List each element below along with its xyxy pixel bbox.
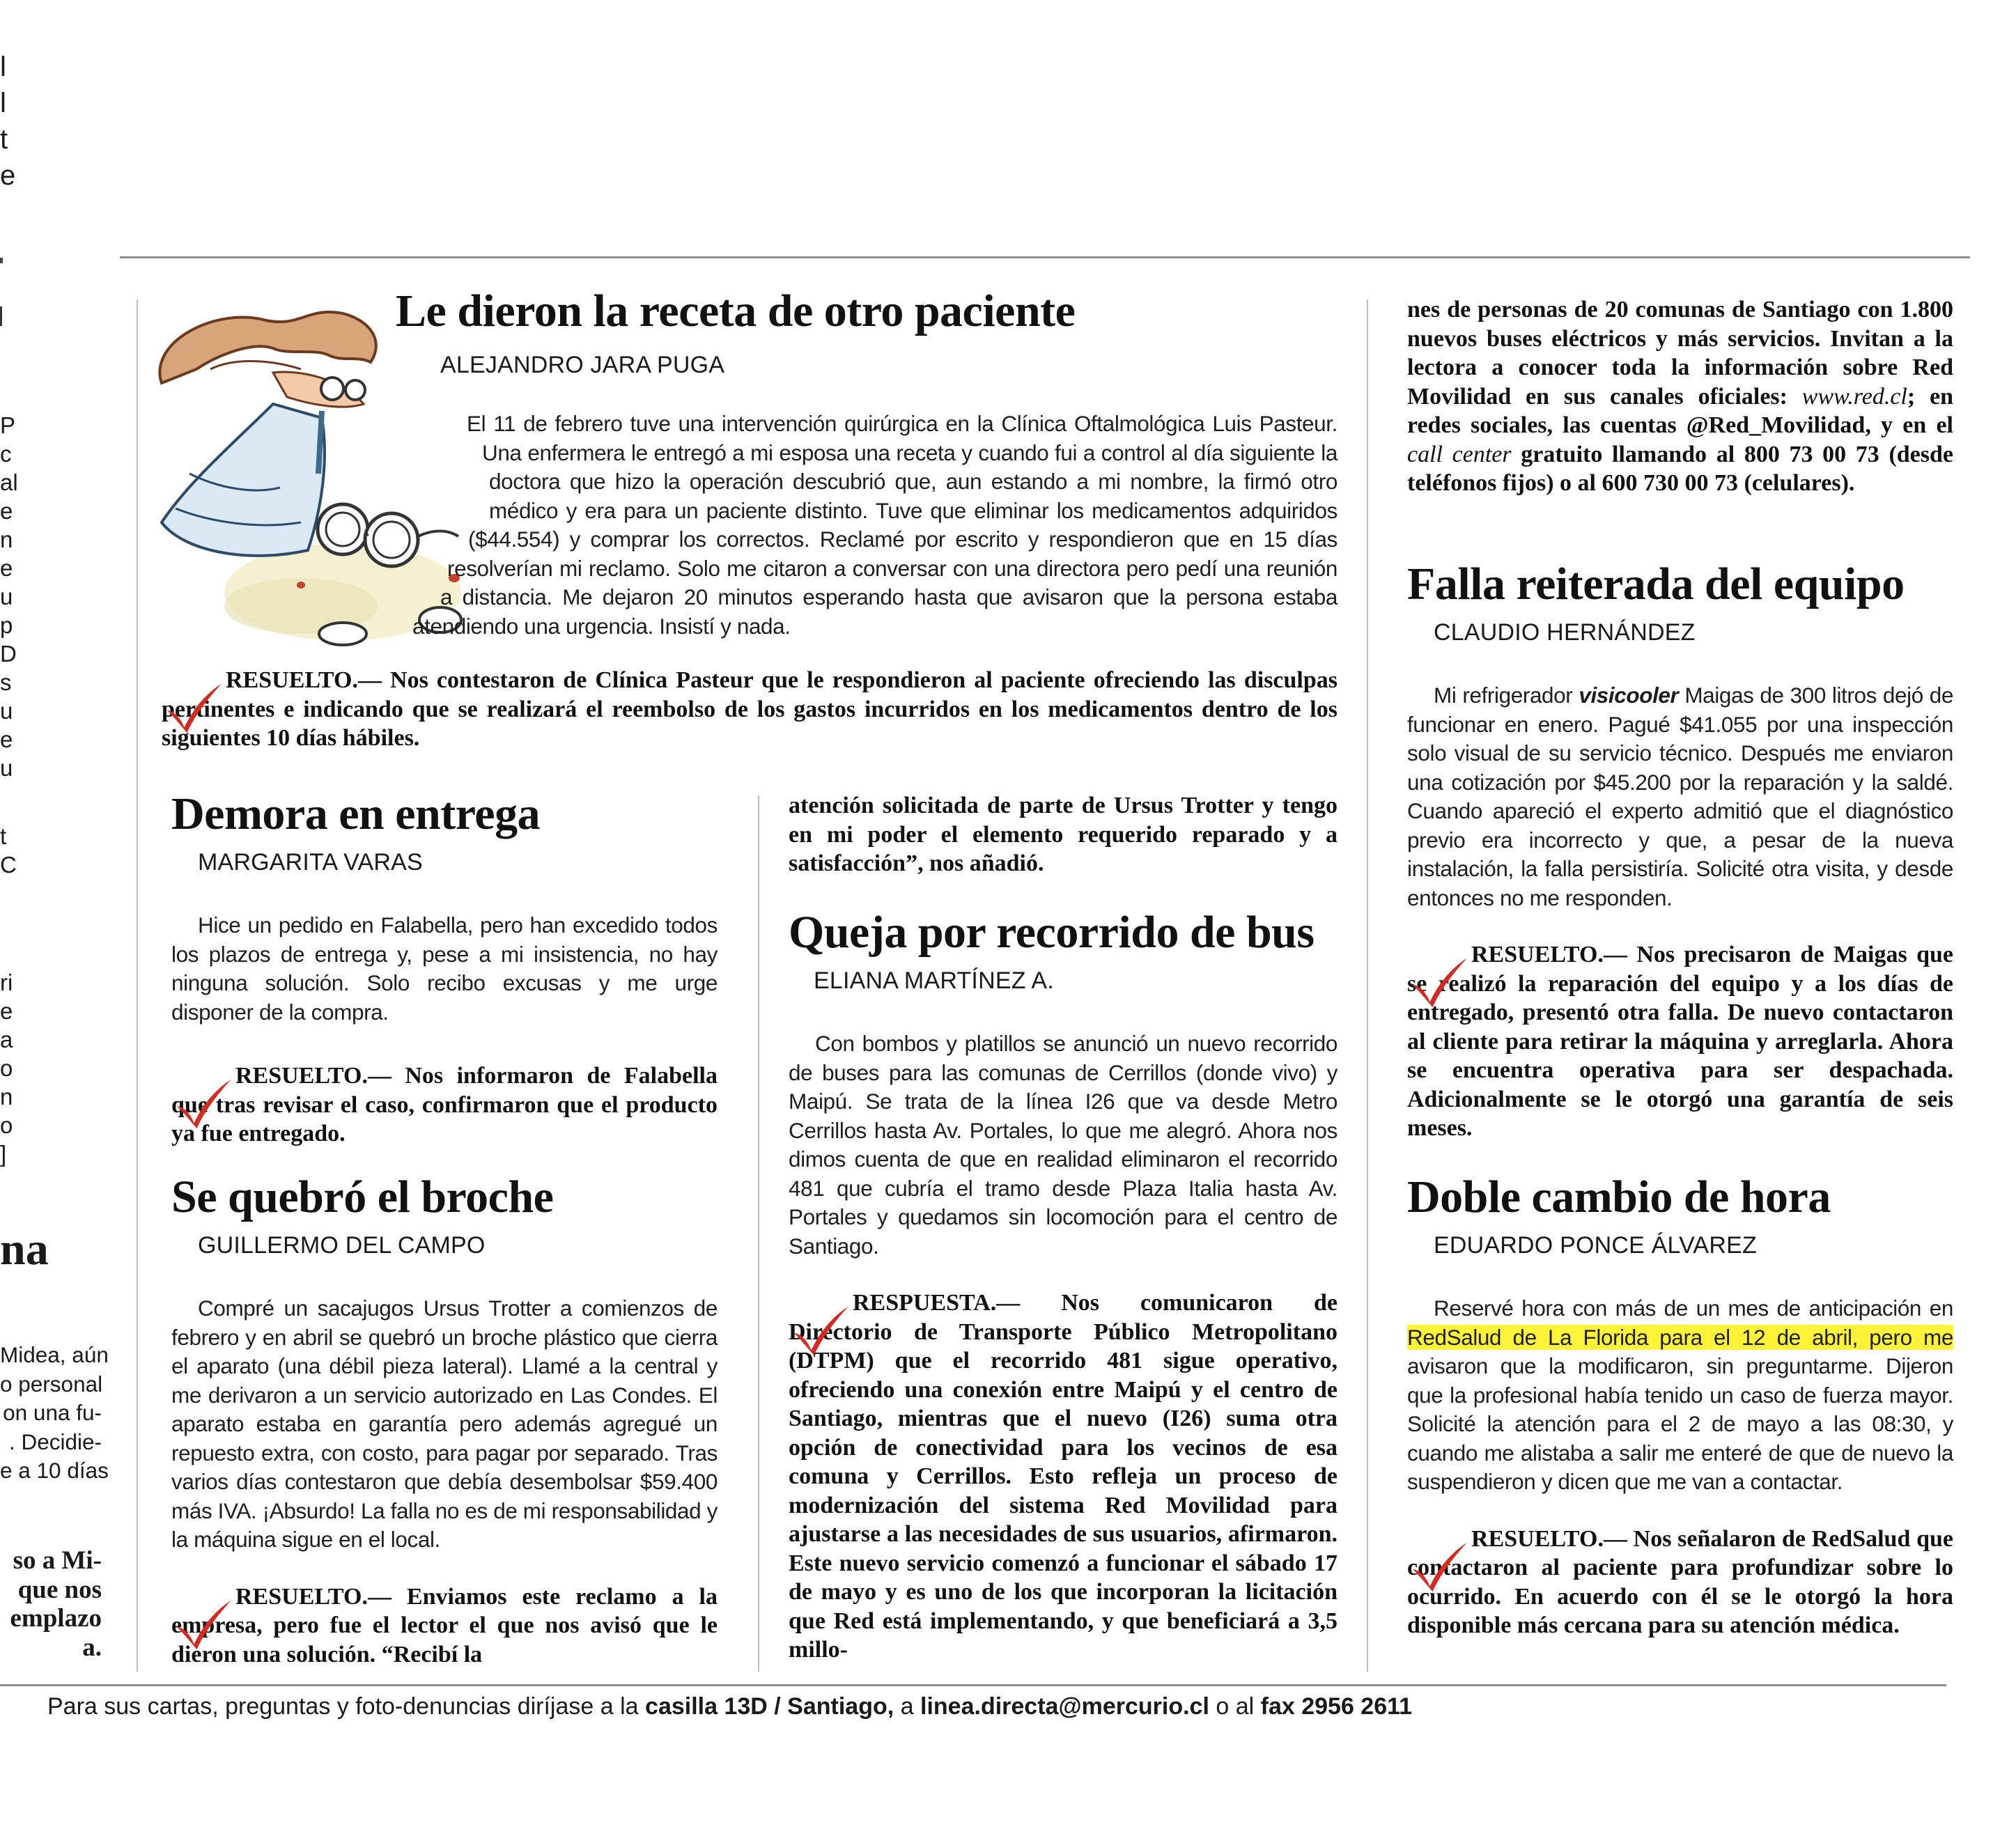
edge-line: e: [0, 160, 16, 191]
illustration-wrap-spacer: [162, 570, 440, 599]
article-author: ELIANA MARTÍNEZ A.: [814, 967, 1054, 994]
edge-line: e: [0, 726, 13, 752]
column-rule-middle: [758, 795, 759, 1672]
edge-line: s: [0, 669, 12, 695]
edge-line: emplazo: [10, 1604, 102, 1633]
article-author: MARGARITA VARAS: [198, 849, 423, 876]
edge-fragment-block2: [0, 822, 17, 879]
edge-fragment-mark: [0, 306, 10, 326]
edge-fragment-block4: [0, 1341, 109, 1486]
response-block: [171, 1061, 718, 1149]
edge-headline-fragment: na: [0, 1224, 49, 1275]
edge-fragment-top: [0, 49, 16, 194]
footer-text: Para sus cartas, preguntas y foto-denuncias diríjase a la: [47, 1693, 639, 1720]
response-lead: RESPUESTA.—: [853, 1290, 1021, 1316]
illustration-wrap-spacer: [162, 410, 440, 423]
article-bus-continued: [1407, 295, 1953, 498]
edge-line: P: [0, 412, 16, 438]
response-lead: RESUELTO.—: [1471, 942, 1627, 967]
footer-email-link[interactable]: linea.directa@mercurio.cl: [920, 1693, 1209, 1720]
edge-line: ]: [0, 1141, 7, 1167]
response-continued: atención solicitada de parte de Ursus Trotter y tengo en mi poder el elemento requerido reparado y a satisfacción”, nos añadió.: [789, 793, 1337, 876]
article-body-text: Con bombos y platillos se anunció un nuevo recorrido de buses para las comunas de Cerrillos (donde vivo) y Maipú. Se trata de la línea I26 que va desde Metro Cerrillos hasta Av. Portales, lo que me alegró. Ahora nos dimos cuenta de que en realidad eliminaron el recorrido 481 que cubría el tramo desde Plaza Italia hasta Av. Portales y quedamos sin locomoción para el centro de Santiago.: [789, 1031, 1337, 1259]
edge-fragment-block5: [0, 1546, 102, 1662]
body-text: Reservé hora con más de un mes de anticipación en: [1434, 1296, 1953, 1321]
edge-line: u: [0, 698, 13, 724]
edge-rule-fragment: [0, 258, 3, 263]
url-link[interactable]: www.red.cl: [1801, 383, 1907, 410]
response-text: [171, 1582, 718, 1670]
edge-line: ri: [0, 970, 13, 995]
edge-fragment-block3: [0, 968, 13, 1168]
response-body: Nos informaron de Falabella que tras revisar el caso, confirmaron que el producto ya fue entregado.: [171, 1063, 718, 1146]
edge-line: n: [0, 1084, 13, 1110]
article-body-text: Hice un pedido en Falabella, pero han excedido todos los plazos de entrega y, pese a mi insistencia, no hay ninguna solución. Solo recibo excusas y me urge disponer de la compra.: [171, 912, 718, 1025]
response-lead: RESUELTO.—: [1471, 1525, 1627, 1552]
footer-casilla: casilla 13D / Santiago,: [645, 1693, 894, 1720]
edge-line: al: [0, 469, 18, 495]
article-demora: [171, 787, 718, 1149]
response-lead: RESUELTO.—: [235, 1583, 391, 1610]
footer-text: o al: [1216, 1693, 1255, 1720]
response-block: [162, 666, 1337, 753]
body-italic: visicooler: [1579, 683, 1679, 708]
edge-line: a.: [82, 1633, 102, 1662]
footer-contact: [47, 1686, 1412, 1727]
illustration-wrap-spacer: [162, 511, 468, 540]
edge-line: n: [0, 527, 13, 552]
illustration-wrap-spacer: [162, 482, 489, 511]
response-body: Nos comunicaron de Directorio de Transporte Público Metropolitano (DTPM) que el recorrido 481 sigue operativo, ofreciendo una conexión entre Maipú y el centro de Santiago, mientras que el nuevo (I26) suma otra opción de conectividad para los vecinos de esa comuna y Cerrillos. Esto refleja un proceso de modernización del sistema Red Movilidad para ajustarse a las necesidades de sus usuarios, afirmaron. Este nuevo servicio comenzó a funcionar el sábado 17 de mayo y es uno de los que incorporan la licitación que Red está implementando, y que beneficiará a 3,5 millo-: [789, 1290, 1337, 1663]
response-lead: RESUELTO.—: [235, 1063, 391, 1089]
edge-line: e: [0, 555, 13, 581]
body-text: Maigas de 300 litros dejó de funcionar en enero. Pagué $41.055 por una inspección solo visual de su servicio técnico. Después me enviaron una cotización por $45.200 por la reparación y la saldé. Cuando apareció el experto admitió que el diagnóstico previo era incorrecto y que, a pesar de la nueva instalación, la falla persistiría. Solicité otra visita, y desde entonces no me responden.: [1407, 683, 1954, 910]
article-broche-continued: [789, 791, 1337, 878]
check-mark-icon: [789, 1304, 851, 1357]
edge-line: e: [0, 998, 13, 1024]
response-body: Nos señalaron de RedSalud que contactaron al paciente para profundizar sobre lo ocurrido. En acuerdo con él se le otorgó la hora disponible más cercana para su atención médica.: [1407, 1525, 1953, 1638]
article-author: EDUARDO PONCE ÁLVAREZ: [1434, 1232, 1757, 1259]
edge-line: p: [0, 612, 13, 638]
response-block: [789, 1289, 1337, 1665]
article-bus: [789, 905, 1337, 1665]
article-author: GUILLERMO DEL CAMPO: [198, 1232, 486, 1259]
edge-line: o: [0, 1055, 13, 1081]
article-headline: Demora en entrega: [171, 788, 541, 839]
illustration-wrap-spacer: [162, 540, 447, 570]
footer-fax: fax 2956 2611: [1260, 1693, 1413, 1720]
check-mark-icon: [1407, 956, 1470, 1009]
article-falla: [1407, 557, 1953, 1143]
article-headline: Le dieron la receta de otro paciente: [396, 286, 1076, 336]
article-headline: Falla reiterada del equipo: [1407, 559, 1905, 609]
article-headline: Queja por recorrido de bus: [789, 907, 1315, 958]
check-mark-icon: [162, 681, 224, 734]
edge-line: u: [0, 755, 13, 781]
article-body-text: [1407, 1294, 1953, 1497]
response-text: [162, 666, 1337, 753]
edge-line: . Decidie-: [8, 1429, 102, 1454]
continued-text: ; en redes sociales, las cuentas @Red_Movilidad, y en el: [1407, 383, 1953, 438]
edge-line: e a 10 días: [0, 1458, 109, 1483]
illustration-wrap-spacer: [162, 423, 426, 453]
check-mark-icon: [171, 1077, 234, 1130]
edge-line: o personal: [0, 1371, 103, 1397]
call-center-text: call center: [1407, 441, 1512, 467]
response-text: [1407, 1525, 1953, 1640]
article-author: CLAUDIO HERNÁNDEZ: [1434, 619, 1696, 646]
article-headline: Doble cambio de hora: [1407, 1172, 1831, 1222]
illustration-wrap-spacer: [162, 599, 412, 628]
article-broche: [171, 1170, 718, 1669]
edge-line: so a Mi-: [13, 1546, 102, 1575]
edge-line: t: [0, 124, 8, 155]
edge-line: D: [0, 641, 17, 667]
response-body: Enviamos este reclamo a la empresa, pero fue el lector el que nos avisó que le dieron una solución. “Recibí la: [171, 1583, 718, 1667]
edge-line: c: [0, 441, 12, 467]
check-mark-icon: [171, 1598, 234, 1651]
article-headline: Se quebró el broche: [171, 1172, 554, 1222]
edge-line: a: [0, 1027, 13, 1052]
body-text: Mi refrigerador: [1434, 683, 1573, 708]
top-rule: [120, 256, 1970, 258]
response-body: Nos contestaron de Clínica Pasteur que le respondieron al paciente ofreciendo las disculpas pertinentes e indicando que se realizará el reembolso de los gastos incurridos en los medicamentos dentro de los siguientes 10 días hábiles.: [162, 667, 1338, 751]
response-text: [171, 1061, 718, 1149]
article-body-text: El 11 de febrero tuve una intervención quirúrgica en la Clínica Oftalmológica Luis Pasteur. Una enfermera le entregó a mi esposa una receta y cuando fui a control al día siguiente la doctora que hizo la operación descubrió que, aun estando a mi nombre, la firmó otro médico y era para un paciente distinto. Tuve que eliminar los medicamentos adquiridos ($44.554) y comprar los correctos. Reclamé por escrito y respondieron que en 15 días resolverían mi reclamo. Solo me citaron a conversar con una directora pero pedí una reunión a distancia. Me dejaron 20 minutos esperando hasta que avisaron que la persona estaba atendiendo una urgencia. Insistí y nada.: [412, 411, 1337, 639]
edge-line: l: [0, 88, 6, 118]
illustration-wrap-spacer: [162, 453, 482, 482]
article-author: ALEJANDRO JARA PUGA: [440, 352, 725, 378]
column-rule-right: [1367, 299, 1368, 1672]
edge-line: Midea, aún: [0, 1342, 109, 1367]
response-continued: [1407, 295, 1953, 498]
edge-line: l: [0, 52, 6, 82]
response-body: Nos precisaron de Maigas que se realizó la reparación del equipo y a los días de entregado, presentó otra falla. De nuevo contactaron al cliente para retirar la máquina y arreglarla. Ahora se encuentra operativa para ser despachada. Adicionalmente se le otorgó una garantía de seis meses.: [1407, 942, 1953, 1141]
response-text: [789, 1289, 1337, 1665]
response-block: [171, 1582, 718, 1670]
response-lead: RESUELTO.—: [226, 667, 382, 693]
edge-line: u: [0, 584, 13, 609]
article-hora: [1407, 1170, 1953, 1640]
edge-line: t: [0, 823, 7, 849]
response-block: [1407, 940, 1953, 1143]
edge-line: on una fu-: [3, 1400, 102, 1425]
edge-line: C: [0, 852, 17, 878]
article-body-text: Compré un sacajugos Ursus Trotter a comienzos de febrero y en abril se quebró un broche plástico que cierra el aparato (una débil pieza lateral). Llamé a la central y me derivaron a un servicio autorizado en Las Condes. El aparato estaba en garantía pero además agregué un repuesto extra, con costo, para pagar por separado. Tras varios días contestaron que debía desembolsar $59.400 más IVA. ¡Absurdo! La falla no es de mi responsabilidad y la máquina sigue en el local.: [171, 1296, 718, 1552]
edge-line: que nos: [17, 1575, 102, 1604]
article-body: [162, 410, 1337, 641]
check-mark-icon: [1407, 1540, 1470, 1593]
edge-line: o: [0, 1112, 13, 1138]
continued-text: gratuito llamando al 800 73 00 73 (desde teléfonos fijos) o al 600 730 00 73 (celulares).: [1407, 441, 1954, 496]
highlighted-text: RedSalud de La Florida para el 12 de abril, pero me: [1407, 1324, 1953, 1350]
body-text: avisaron que la modificaron, sin preguntarme. Dijeron que la profesional había tenido un caso de fuerza mayor. Solicité la atención para el 2 de mayo a las 08:30, y cuando me alistaba a salir me enteré de que de nuevo la suspendieron y dicen que me van a contactar.: [1407, 1353, 1953, 1494]
footer-text: a: [900, 1693, 914, 1720]
continued-text: nes de personas de 20 comunas de Santiago con 1.800 nuevos buses eléctricos y más servicios. Invitan a la lectora a conocer toda la información sobre Red Movilidad en sus canales oficiales:: [1407, 297, 1953, 410]
edge-fragment-block1: [0, 411, 18, 782]
response-text: [1407, 940, 1953, 1143]
edge-line: e: [0, 498, 13, 524]
article-body-text: [1407, 681, 1953, 912]
response-block: [1407, 1525, 1953, 1640]
